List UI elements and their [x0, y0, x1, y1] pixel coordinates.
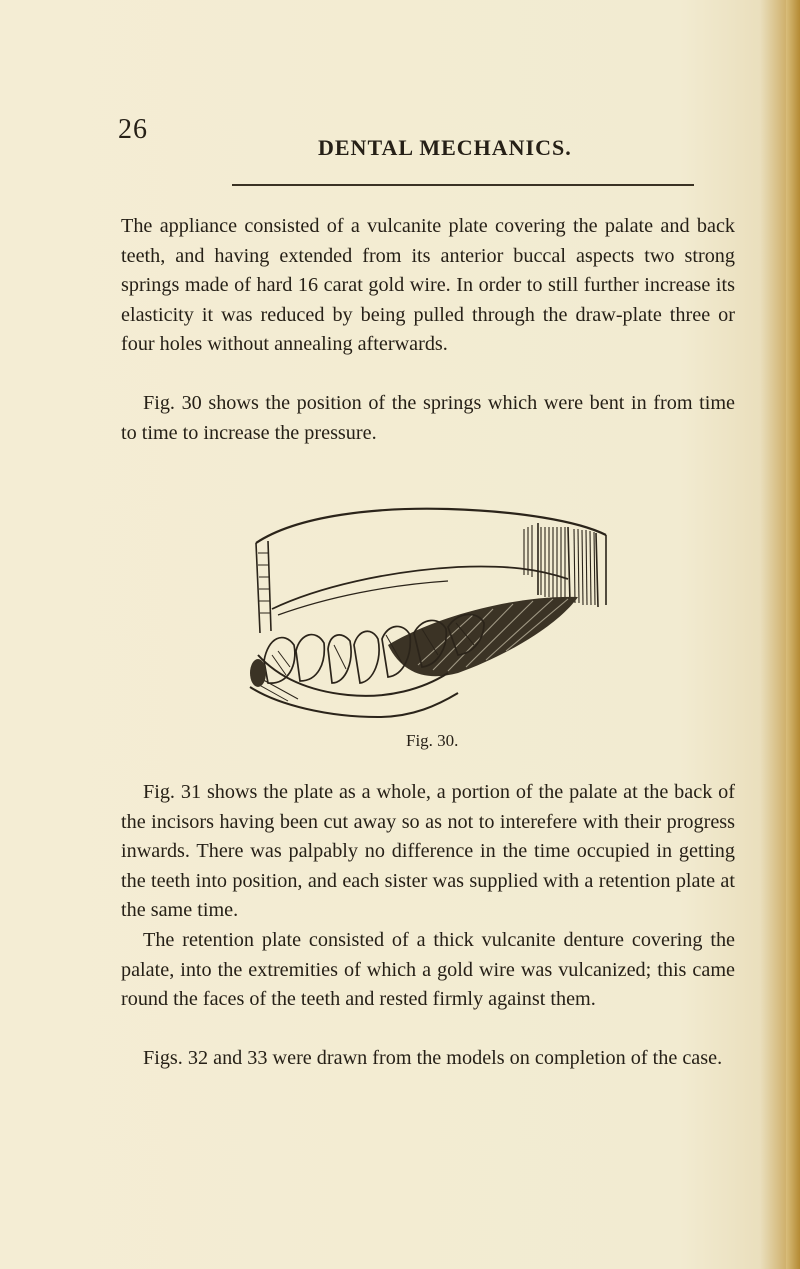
running-title: DENTAL MECHANICS. — [318, 135, 572, 160]
paragraph-1: The appliance consisted of a vulcanite plate covering the palate and back teeth, and having extended from its anterior buccal aspects two strong springs made of hard 16 carat gold wire. In order to still further increase its elasticity it was reduced by being pulled through the draw-plate three or four holes without annealing afterwards. — [121, 215, 735, 356]
header-rule — [232, 184, 694, 186]
paragraph-5: Figs. 32 and 33 were drawn from the models on completion of the case. — [143, 1047, 723, 1069]
figure-30-illustration — [238, 505, 628, 727]
paragraph-4: The retention plate consisted of a thick vulcanite denture covering the palate, into the extremities of which a gold wire was vulcanized; this came round the faces of the teeth and rested firmly against them. — [121, 929, 735, 1011]
paragraph-2: Fig. 30 shows the position of the springs which were bent in from time to time to increase the pressure. — [121, 392, 735, 444]
page-edge — [786, 0, 800, 1269]
figure-caption: Fig. 30. — [406, 731, 459, 750]
page-number: 26 — [118, 114, 148, 145]
paragraph-3: Fig. 31 shows the plate as a whole, a portion of the palate at the back of the incisors having been cut away so as not to interefere with their progress inwards. There was palpably no difference in the time occupied in getting the teeth into position, and each sister was supplied with a retention plate at the same time. — [121, 781, 735, 922]
dental-appliance-drawing — [238, 505, 628, 727]
